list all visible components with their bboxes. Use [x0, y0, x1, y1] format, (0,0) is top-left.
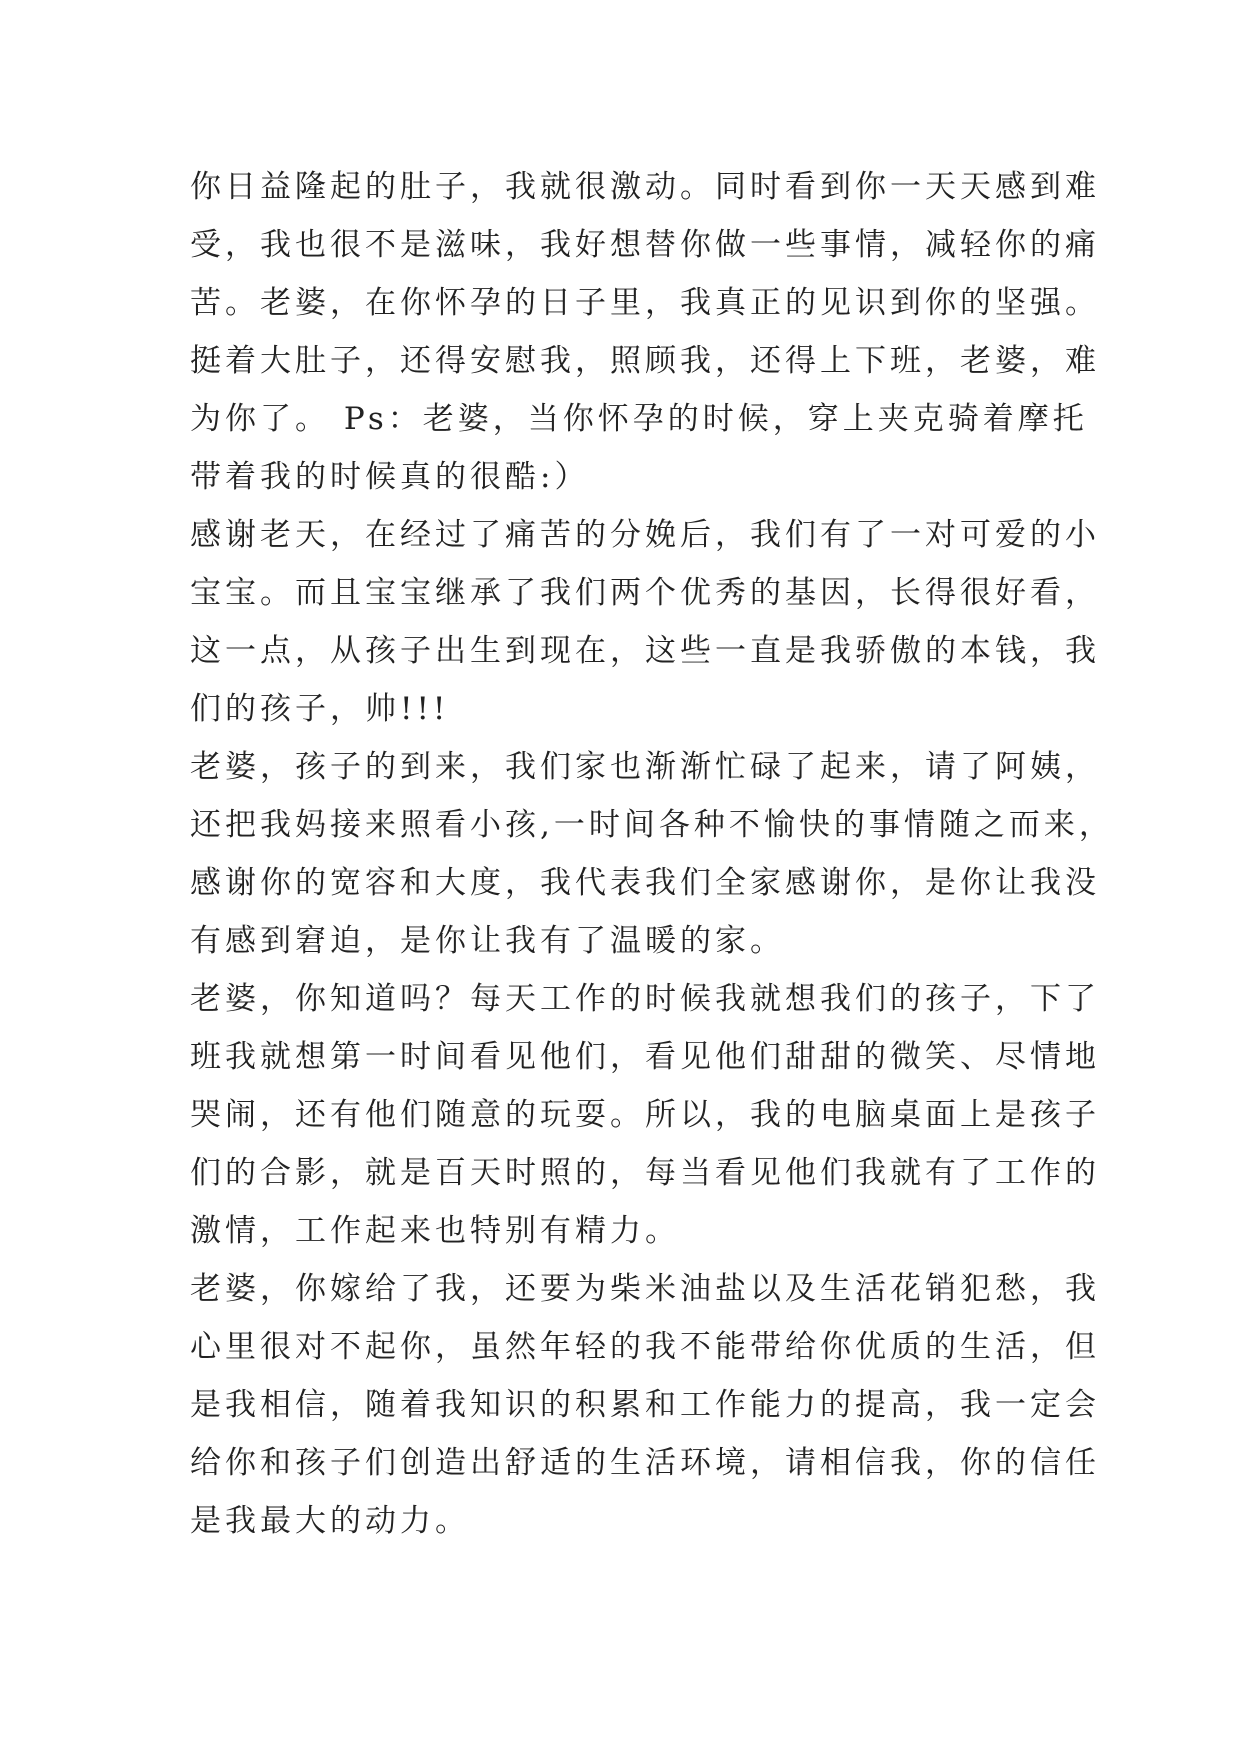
- text-line: 是我相信，随着我知识的积累和工作能力的提高，我一定会: [190, 1387, 1100, 1423]
- text-line: 受，我也很不是滋味，我好想替你做一些事情，减轻你的痛: [190, 227, 1100, 263]
- text-line: 老婆，孩子的到来，我们家也渐渐忙碌了起来，请了阿姨，: [190, 749, 1100, 785]
- text-line: 老婆，你嫁给了我，还要为柴米油盐以及生活花销犯愁，我: [190, 1271, 1100, 1307]
- letter-body: [190, 158, 1114, 1550]
- text-line: 们的合影，就是百天时照的，每当看见他们我就有了工作的: [190, 1155, 1100, 1191]
- text-line: 这一点，从孩子出生到现在，这些一直是我骄傲的本钱，我: [190, 633, 1100, 669]
- text-line: 班我就想第一时间看见他们，看见他们甜甜的微笑、尽情地: [190, 1039, 1100, 1075]
- text-line: 是我最大的动力。: [190, 1503, 470, 1539]
- text-line: 为你了。 Ps：老婆，当你怀孕的时候，穿上夹克骑着摩托: [190, 401, 1088, 437]
- text-line: 们的孩子，帅!!!: [190, 691, 450, 727]
- text-line: 感谢老天，在经过了痛苦的分娩后，我们有了一对可爱的小: [190, 517, 1100, 553]
- text-line: 你日益隆起的肚子，我就很激动。同时看到你一天天感到难: [190, 169, 1100, 205]
- text-line: 激情，工作起来也特别有精力。: [190, 1213, 680, 1249]
- text-line: 宝宝。而且宝宝继承了我们两个优秀的基因，长得很好看，: [190, 575, 1100, 611]
- text-line: 挺着大肚子，还得安慰我，照顾我，还得上下班，老婆，难: [190, 343, 1100, 379]
- text-line: 哭闹，还有他们随意的玩耍。所以，我的电脑桌面上是孩子: [190, 1097, 1100, 1133]
- text-line: 感谢你的宽容和大度，我代表我们全家感谢你，是你让我没: [190, 865, 1100, 901]
- text-line: 心里很对不起你，虽然年轻的我不能带给你优质的生活，但: [190, 1329, 1100, 1365]
- text-line: 有感到窘迫，是你让我有了温暖的家。: [190, 923, 785, 959]
- text-line: 还把我妈接来照看小孩,一时间各种不愉快的事情随之而来，: [190, 807, 1114, 843]
- text-line: 给你和孩子们创造出舒适的生活环境，请相信我，你的信任: [190, 1445, 1100, 1481]
- text-line: 老婆，你知道吗？每天工作的时候我就想我们的孩子，下了: [190, 981, 1100, 1017]
- text-line: 苦。老婆，在你怀孕的日子里，我真正的见识到你的坚强。: [190, 285, 1100, 321]
- text-line: 带着我的时候真的很酷:）: [190, 459, 590, 495]
